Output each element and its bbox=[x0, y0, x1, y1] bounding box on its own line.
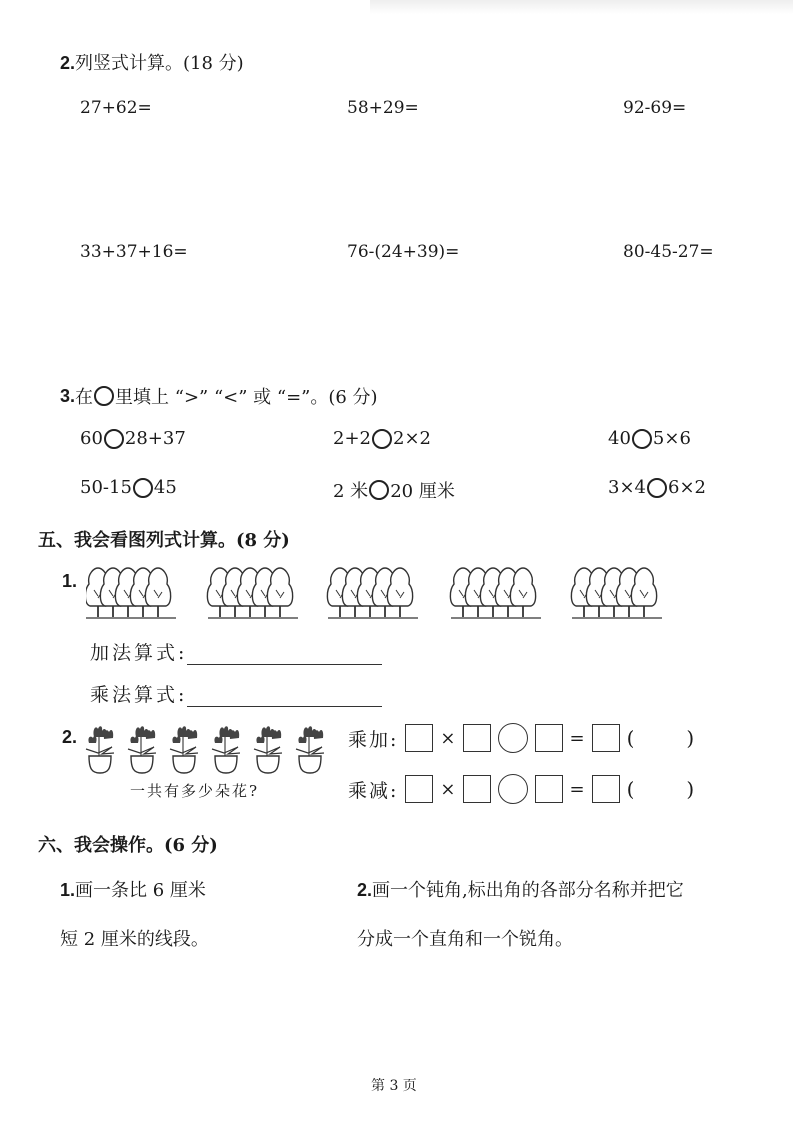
s6-q1-line2: 短 2 厘米的线段。 bbox=[60, 929, 209, 950]
compare-left: 60 bbox=[80, 428, 103, 449]
s6-q2-line1 bbox=[357, 876, 684, 902]
answer-circle[interactable] bbox=[133, 478, 153, 498]
operator-circle[interactable] bbox=[498, 774, 528, 804]
paren-open: ( bbox=[626, 777, 635, 801]
answer-circle[interactable] bbox=[372, 429, 392, 449]
page-number: 第 3 页 bbox=[371, 1078, 417, 1094]
add-answer-line[interactable] bbox=[187, 644, 382, 665]
flower-pot bbox=[170, 726, 198, 773]
p2-number: 2. bbox=[62, 727, 78, 747]
equals-sign: = bbox=[569, 727, 585, 749]
q3-title-after: 里填上 “>” “<” 或 “=”。(6 分) bbox=[115, 387, 378, 408]
answer-box[interactable] bbox=[463, 724, 491, 752]
compare-right: 6×2 bbox=[668, 477, 706, 498]
s6-q1-line1 bbox=[60, 876, 206, 902]
s6-q2-line2: 分成一个直角和一个锐角。 bbox=[357, 929, 573, 950]
mul-answer-line[interactable] bbox=[187, 686, 382, 707]
compare-right: 5×6 bbox=[652, 428, 691, 449]
q2-title-text: 列竖式计算。(18 分) bbox=[75, 53, 244, 74]
tree-group bbox=[207, 568, 298, 618]
eq-row-mul-sub bbox=[348, 774, 694, 804]
add-row bbox=[90, 638, 382, 665]
operator-circle[interactable] bbox=[498, 723, 528, 753]
answer-box[interactable] bbox=[535, 724, 563, 752]
answer-circle[interactable] bbox=[369, 480, 389, 500]
tree-group bbox=[327, 568, 418, 618]
answer-box[interactable] bbox=[463, 775, 491, 803]
compare-right: 20 厘米 bbox=[390, 481, 455, 502]
calc-item: 92-69= bbox=[623, 98, 687, 118]
s6-q1-text1: 画一条比 6 厘米 bbox=[75, 880, 206, 901]
times-sign: × bbox=[440, 778, 456, 800]
s6-q1-number: 1. bbox=[60, 880, 76, 900]
answer-circle[interactable] bbox=[632, 429, 652, 449]
compare-item bbox=[333, 477, 455, 503]
q2-title bbox=[60, 49, 244, 75]
compare-item bbox=[608, 428, 691, 449]
compare-right: 2×2 bbox=[393, 428, 431, 449]
add-label: 加法算式: bbox=[90, 642, 188, 664]
q3-title bbox=[60, 383, 378, 409]
calc-item: 33+37+16= bbox=[80, 242, 188, 262]
picture-problem-area bbox=[56, 560, 696, 822]
mul-label: 乘法算式: bbox=[90, 684, 188, 706]
calc-item: 27+62= bbox=[80, 98, 152, 118]
compare-left: 2+2 bbox=[333, 428, 371, 449]
q3-title-before: 在 bbox=[75, 387, 94, 408]
circle-icon bbox=[94, 386, 114, 406]
s6-q2-text1: 画一个钝角,标出角的各部分名称并把它 bbox=[372, 880, 684, 901]
q3-number: 3. bbox=[60, 385, 76, 406]
times-sign: × bbox=[440, 727, 456, 749]
answer-box[interactable] bbox=[535, 775, 563, 803]
p1-number: 1. bbox=[62, 571, 78, 591]
s6-q2-number: 2. bbox=[357, 880, 373, 900]
paren-open: ( bbox=[626, 726, 635, 750]
flower-pot bbox=[128, 726, 156, 773]
flower-pot bbox=[212, 726, 240, 773]
answer-circle[interactable] bbox=[647, 478, 667, 498]
row2-label: 乘减: bbox=[348, 779, 399, 802]
tree-group bbox=[450, 568, 541, 618]
equals-sign: = bbox=[569, 778, 585, 800]
answer-box[interactable] bbox=[592, 724, 620, 752]
answer-box[interactable] bbox=[592, 775, 620, 803]
section5-title: 五、我会看图列式计算。(8 分) bbox=[38, 530, 290, 551]
compare-left: 2 米 bbox=[333, 481, 369, 502]
answer-circle[interactable] bbox=[104, 429, 124, 449]
compare-left: 50-15 bbox=[80, 477, 132, 498]
compare-item bbox=[608, 477, 706, 498]
calc-item: 76-(24+39)= bbox=[347, 242, 460, 262]
compare-left: 40 bbox=[608, 428, 631, 449]
calc-item: 58+29= bbox=[347, 98, 419, 118]
flower-pot bbox=[254, 726, 282, 773]
calc-item: 80-45-27= bbox=[623, 242, 714, 262]
compare-item bbox=[333, 428, 431, 449]
flower-pots-illustration bbox=[84, 723, 354, 775]
q2-number: 2. bbox=[60, 53, 76, 73]
answer-box[interactable] bbox=[405, 724, 433, 752]
flower-pot bbox=[86, 726, 114, 773]
tree-group bbox=[86, 568, 176, 618]
paren-close: ) bbox=[686, 777, 695, 801]
row1-label: 乘加: bbox=[348, 728, 399, 751]
caption: 一共有多少朵花? bbox=[130, 782, 260, 800]
compare-item bbox=[80, 428, 186, 449]
mul-row bbox=[90, 680, 382, 707]
paren-close: ) bbox=[686, 726, 695, 750]
tree-group bbox=[571, 568, 662, 618]
tree-groups-illustration bbox=[86, 566, 696, 622]
compare-left: 3×4 bbox=[608, 477, 646, 498]
compare-right: 28+37 bbox=[124, 428, 186, 449]
eq-row-mul-add bbox=[348, 723, 694, 753]
section6-title: 六、我会操作。(6 分) bbox=[38, 835, 218, 856]
compare-right: 45 bbox=[153, 477, 177, 498]
scan-shadow bbox=[370, 0, 793, 14]
answer-box[interactable] bbox=[405, 775, 433, 803]
compare-item bbox=[80, 477, 177, 498]
flower-pot bbox=[296, 726, 324, 773]
